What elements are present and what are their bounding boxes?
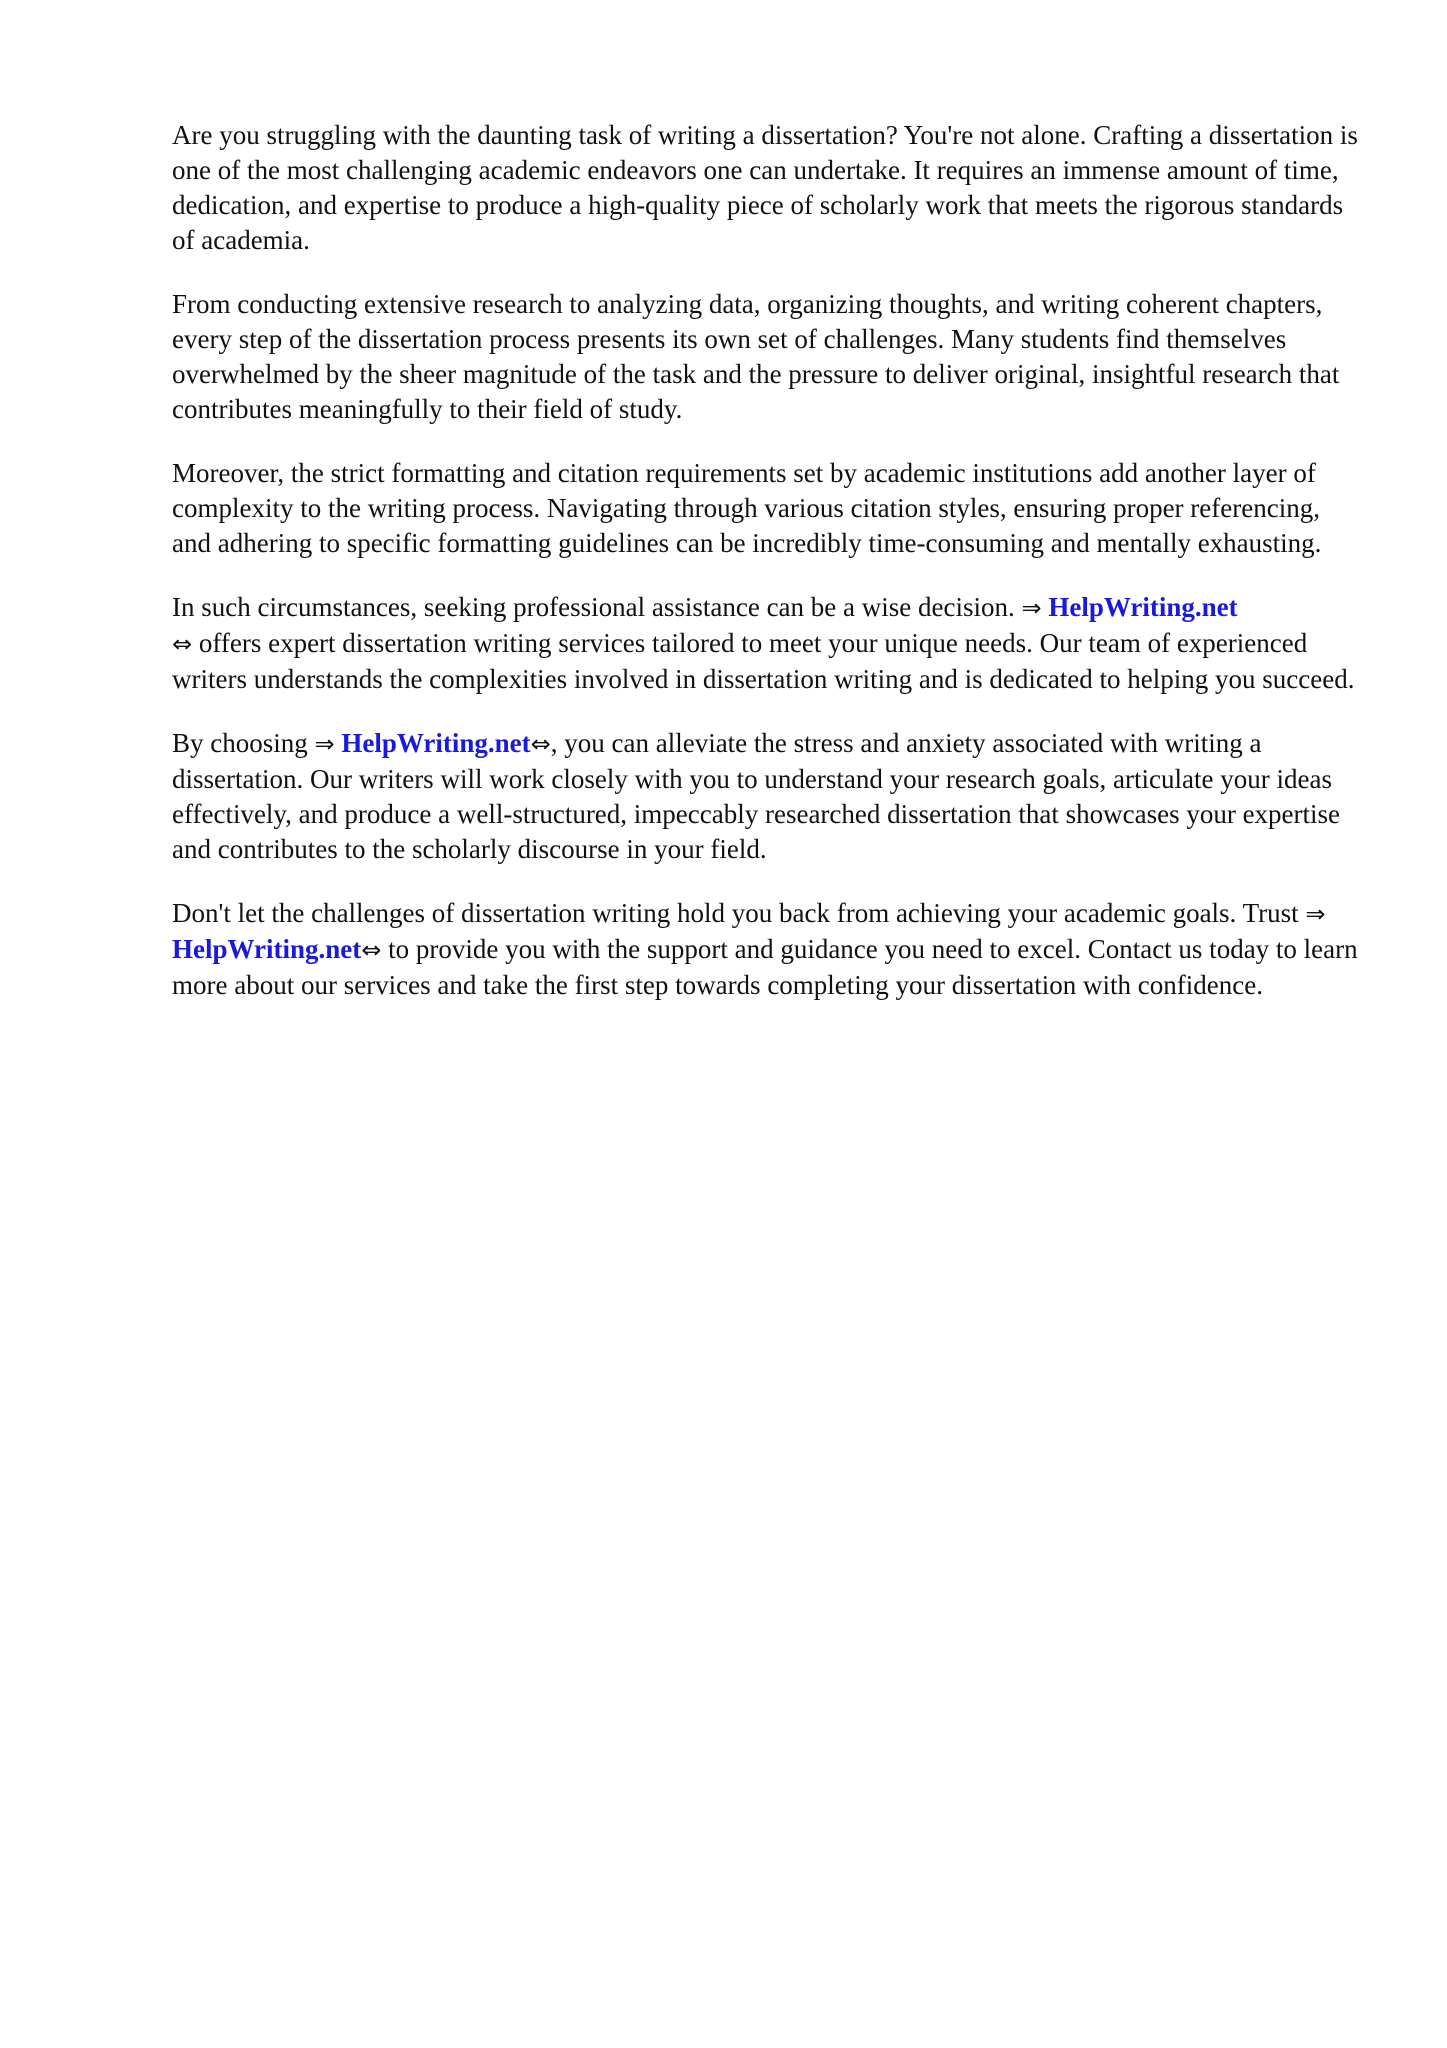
right-arrow-icon: ⇒ [314,730,335,758]
right-arrow-icon: ⇒ [1305,900,1326,928]
paragraph-intro: Are you struggling with the daunting task of writing a dissertation? You're not alone. Crafting a dissertation is one of the most challenging academic endeavors one can undertake. It requires an immense amount of time, dedication, and expertise to produce a high-quality piece of scholarly work that meets the rigorous standards of academia. [172,120,1358,255]
document-body [172,118,1362,1032]
paragraph-text: In such circumstances, seeking professional assistance can be a wise decision. [172,592,1015,622]
double-arrow-icon: ⇔ [172,630,193,658]
paragraph-text: to provide you with the support and guidance you need to excel. Contact us today to learn more about our services and take the first step towards completing your dissertation with confidence. [172,934,1358,1000]
helpwriting-link[interactable]: HelpWriting.net [172,934,362,964]
paragraph-challenges: From conducting extensive research to analyzing data, organizing thoughts, and writing coherent chapters, every step of the dissertation process presents its own set of challenges. Many students find themselves overwhelmed by the sheer magnitude of the task and the pressure to deliver original, insightful research that contributes meaningfully to their field of study. [172,289,1340,424]
paragraph-text: Don't let the challenges of dissertation writing hold you back from achieving your academic goals. Trust [172,898,1299,928]
helpwriting-link[interactable]: HelpWriting.net [341,728,531,758]
right-arrow-icon: ⇒ [1021,594,1042,622]
paragraph-text: By choosing [172,728,308,758]
paragraph-assistance [172,590,1362,697]
paragraph-choosing [172,726,1362,867]
paragraph-formatting: Moreover, the strict formatting and citation requirements set by academic institutions add another layer of complexity to the writing process. Navigating through various citation styles, ensuring proper referencing, and adhering to specific formatting guidelines can be incredibly time-consuming and mentally exhausting. [172,458,1322,558]
helpwriting-link[interactable]: HelpWriting.net [1048,592,1238,622]
double-arrow-icon: ⇔ [530,730,551,758]
paragraph-text: offers expert dissertation writing services tailored to meet your unique needs. Our team of experienced writers understands the complexities involved in dissertation writing and is dedicated to helping you succeed. [172,628,1355,694]
double-arrow-icon: ⇔ [361,936,382,964]
paragraph-trust [172,896,1362,1003]
paragraph-text: , you can alleviate the stress and anxiety associated with writing a dissertation. Our writers will work closely with you to understand your research goals, articulate your ideas effectively, and produce a well-structured, impeccably researched dissertation that showcases your expertise and contributes to the scholarly discourse in your field. [172,728,1341,864]
